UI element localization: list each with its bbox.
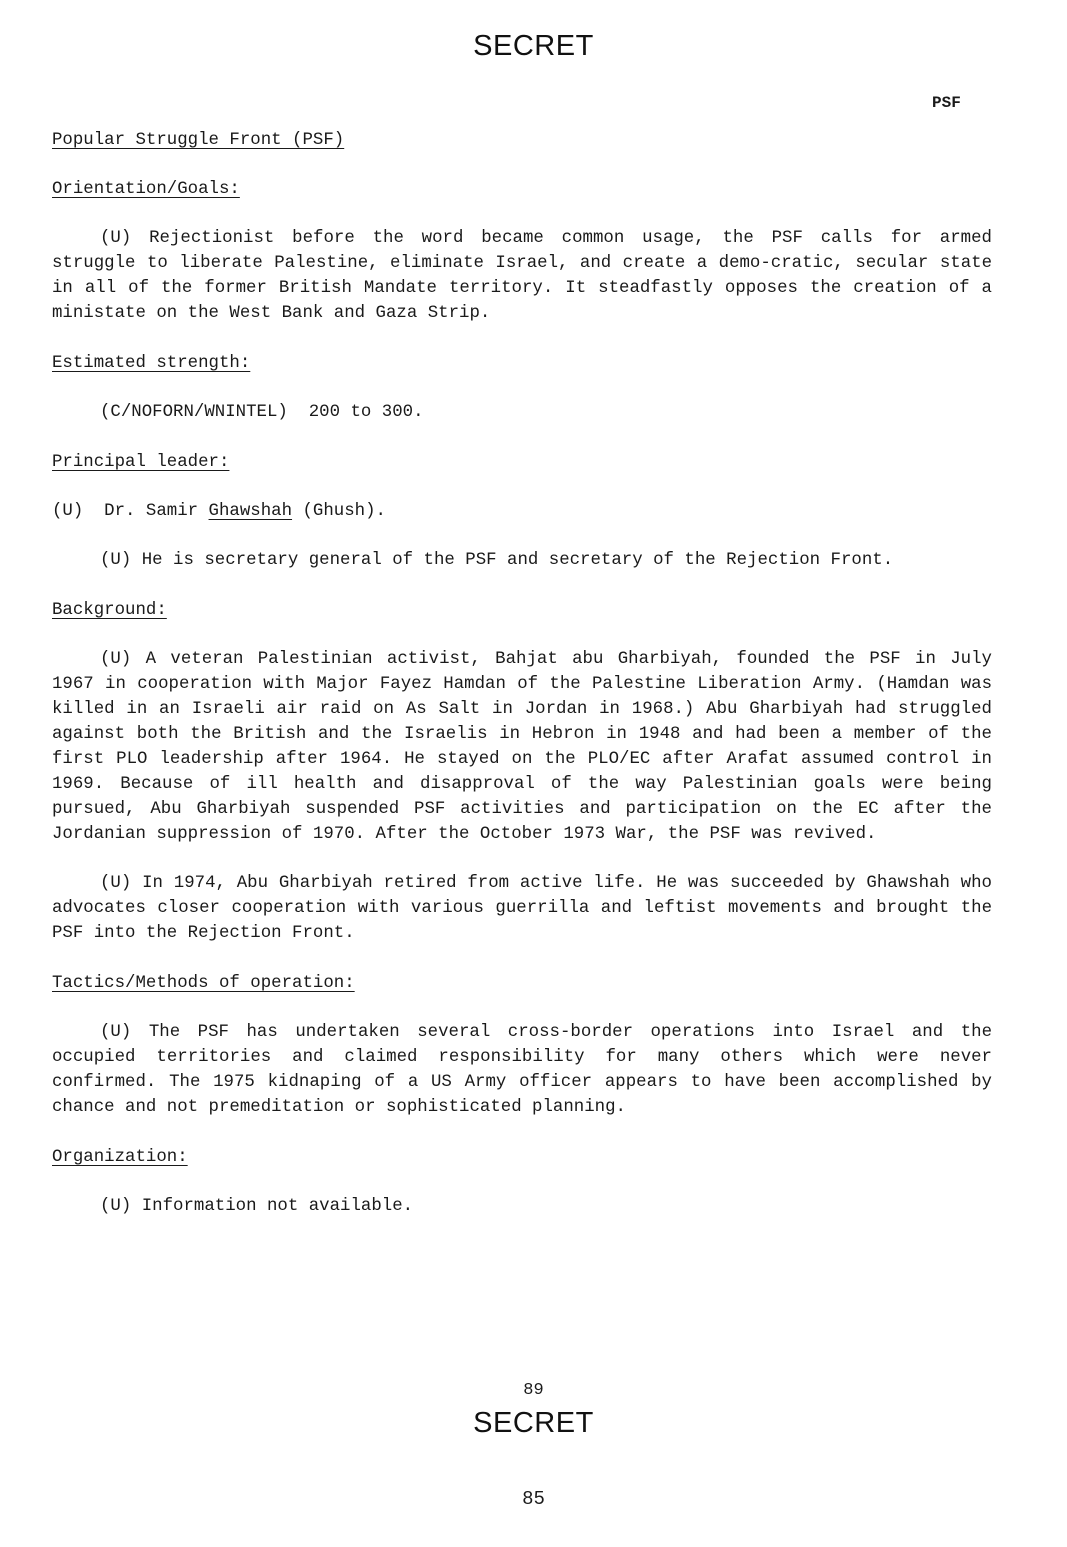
tactics-heading: Tactics/Methods of operation: [52, 974, 355, 993]
page-number: 89 [523, 1381, 544, 1400]
background-paragraph-1: (U) A veteran Palestinian activist, Bahjat abu Gharbiyah, founded the PSF in July 1967 in cooperation with Major Fayez Hamdan of the Palestine Liberation Army. (Hamdan was killed in an Israeli air raid on As Salt in Jordan in 1968.) Abu Gharbiyah had struggled against both the British and the Israelis in Hebron in 1948 and had been a member of the first PLO leadership after 1964. He stayed on the PLO/EC after Arafat assumed control in 1969. Because of ill health and disapproval of the way Palestinian goals were being pursued, Abu Gharbiyah suspended PSF activities and participation on the EC after the Jordanian suppression of 1970. After the October 1973 War, the PSF was revived. [52, 650, 992, 844]
organization-paragraph: (U) Information not available. [100, 1197, 414, 1216]
section-tag: PSF [932, 94, 961, 112]
classification-marking-bottom: SECRET [473, 1407, 594, 1439]
leader-paragraph: (U) He is secretary general of the PSF and secretary of the Rejection Front. [100, 551, 894, 570]
classification-marking-top: SECRET [473, 30, 594, 62]
background-paragraph-2: (U) In 1974, Abu Gharbiyah retired from active life. He was succeeded by Ghawshah who advocates closer cooperation with various guerrilla and leftist movements and brought the PSF into the Rejection Front. [52, 874, 992, 943]
document-title: Popular Struggle Front (PSF) [52, 131, 345, 150]
document-body [52, 128, 992, 1219]
organization-heading: Organization: [52, 1148, 188, 1167]
leader-name-suffix: (Ghush). [292, 502, 386, 521]
leader-heading: Principal leader: [52, 453, 230, 472]
orientation-paragraph: (U) Rejectionist before the word became common usage, the PSF calls for armed struggle to liberate Palestine, eliminate Israel, and create a demo-cratic, secular state in all of the former British Mandate territory. It steadfastly opposes the creation of a ministate on the West Bank and Gaza Strip. [52, 229, 992, 323]
leader-surname: Ghawshah [208, 502, 293, 521]
tactics-paragraph: (U) The PSF has undertaken several cross-border operations into Israel and the occupied territories and claimed responsibility for many others which were never confirmed. The 1975 kidnaping of a US Army officer appears to have been accomplished by chance and not premeditation or sophisticated planning. [52, 1023, 992, 1117]
strength-heading: Estimated strength: [52, 354, 251, 373]
orientation-heading: Orientation/Goals: [52, 180, 240, 199]
page-number-secondary: 85 [522, 1488, 545, 1510]
background-heading: Background: [52, 601, 167, 620]
leader-name-prefix: (U) Dr. Samir [52, 502, 209, 521]
leader-name-line [52, 499, 992, 524]
strength-paragraph: (C/NOFORN/WNINTEL) 200 to 300. [100, 403, 424, 422]
